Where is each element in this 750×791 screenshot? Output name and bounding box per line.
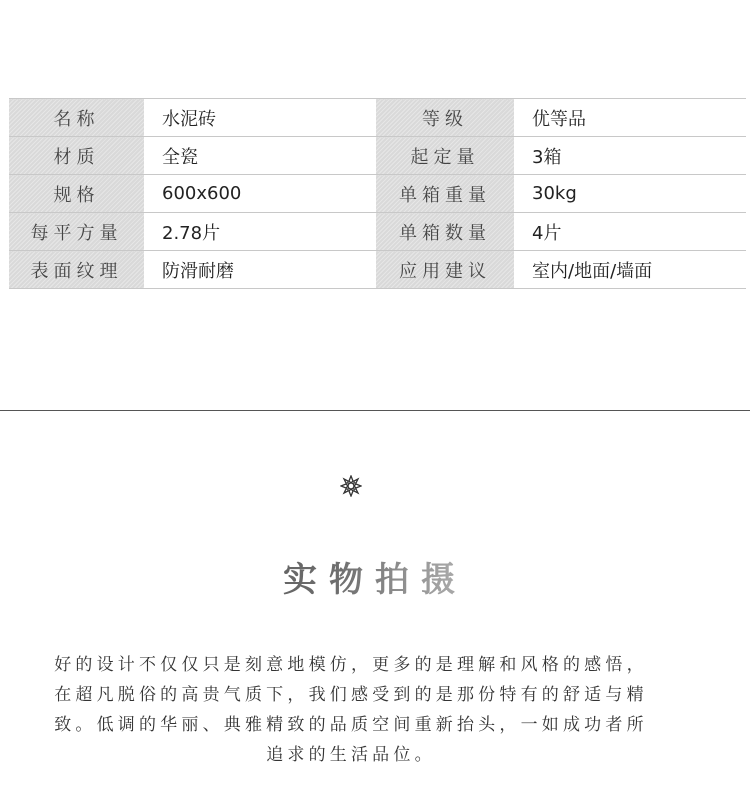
spec-label: 等级 bbox=[376, 99, 514, 137]
spec-value: 2.78片 bbox=[144, 213, 376, 251]
ornament-flower-icon bbox=[340, 475, 362, 497]
spec-value: 30kg bbox=[514, 175, 746, 213]
spec-value: 优等品 bbox=[514, 99, 746, 137]
spec-label: 应用建议 bbox=[376, 251, 514, 289]
description-line: 在超凡脱俗的高贵气质下，我们感受到的是那份特有的舒适与精 bbox=[54, 685, 648, 705]
table-row bbox=[9, 99, 746, 137]
table-row bbox=[9, 251, 746, 289]
section-title: 实物拍摄 bbox=[0, 552, 750, 601]
spec-value: 4片 bbox=[514, 213, 746, 251]
spec-value: 水泥砖 bbox=[144, 99, 376, 137]
spec-label: 规格 bbox=[9, 175, 144, 213]
spec-label: 起定量 bbox=[376, 137, 514, 175]
spec-label: 名称 bbox=[9, 99, 144, 137]
spec-value: 3箱 bbox=[514, 137, 746, 175]
spec-value: 全瓷 bbox=[144, 137, 376, 175]
spec-label: 每平方量 bbox=[9, 213, 144, 251]
spec-label: 材质 bbox=[9, 137, 144, 175]
spec-label: 单箱数量 bbox=[376, 213, 514, 251]
spec-label: 表面纹理 bbox=[9, 251, 144, 289]
table-row bbox=[9, 175, 746, 213]
description-line: 好的设计不仅仅只是刻意地模仿，更多的是理解和风格的感悟， bbox=[54, 655, 648, 675]
description-line: 追求的生活品位。 bbox=[266, 745, 436, 765]
table-row bbox=[9, 137, 746, 175]
spec-value: 室内/地面/墙面 bbox=[514, 251, 746, 289]
product-spec-table bbox=[9, 98, 746, 289]
spec-label: 单箱重量 bbox=[376, 175, 514, 213]
description-line: 致。低调的华丽、典雅精致的品质空间重新抬头，一如成功者所 bbox=[54, 715, 648, 735]
section-divider bbox=[0, 410, 750, 411]
table-row bbox=[9, 213, 746, 251]
spec-value: 600x600 bbox=[144, 175, 376, 213]
spec-value: 防滑耐磨 bbox=[144, 251, 376, 289]
section-description bbox=[40, 650, 662, 770]
